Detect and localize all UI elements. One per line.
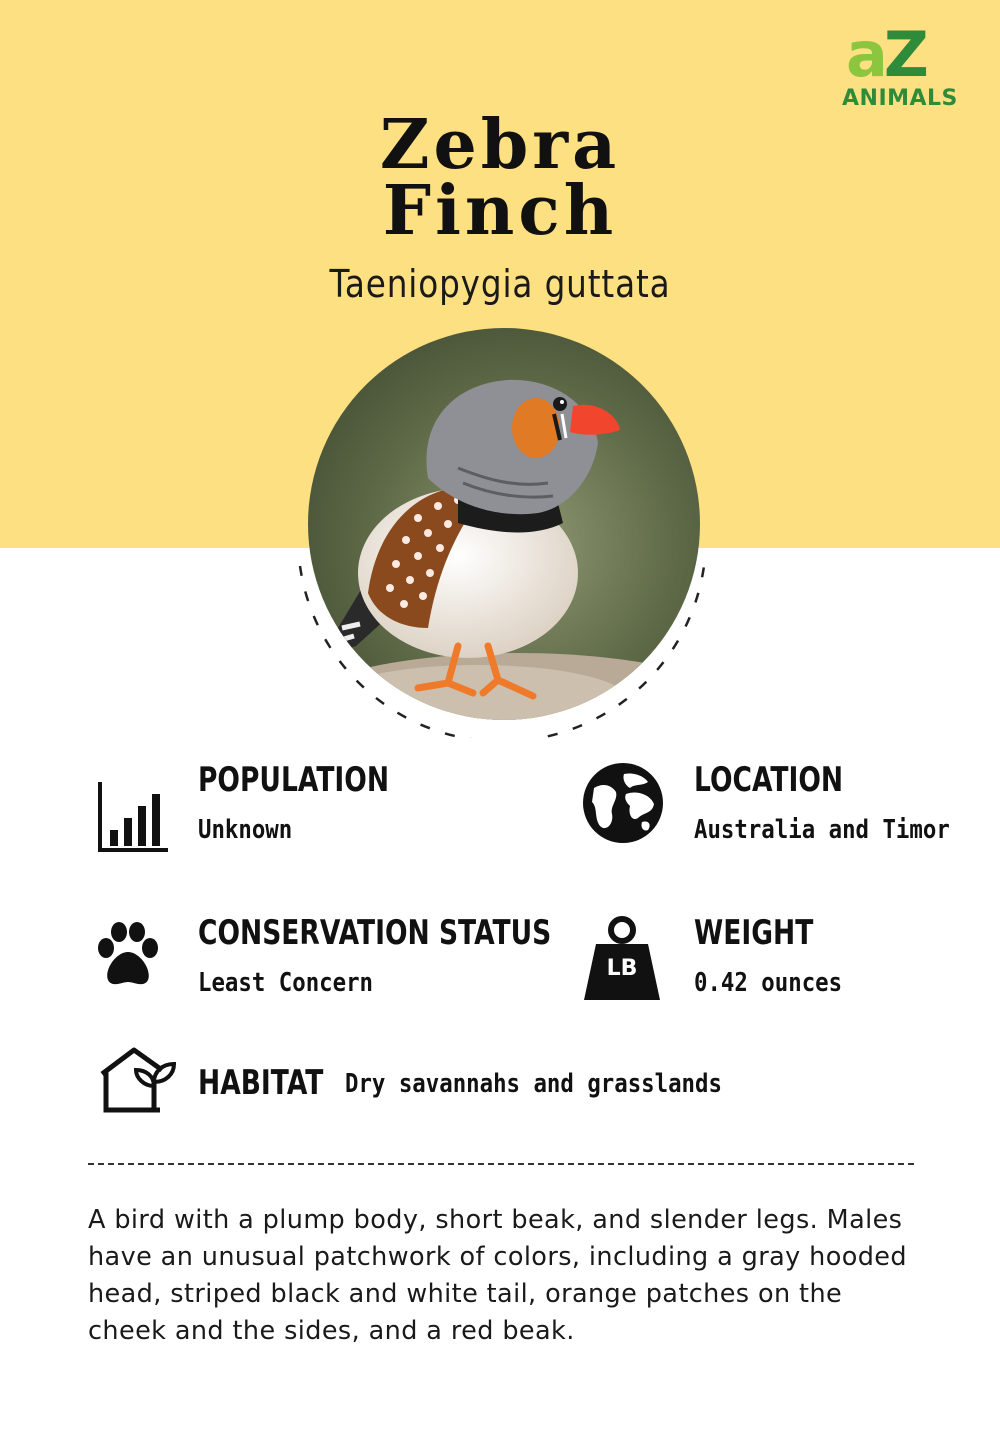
section-divider bbox=[88, 1163, 914, 1165]
photo-frame bbox=[296, 318, 708, 738]
weight-label: WEIGHT bbox=[694, 913, 814, 953]
description-text: A bird with a plump body, short beak, and slender legs. Males have an unusual patchwork of colors, including a gray hooded head, striped black and white tail, orange patches on the cheek and the sides, and a red beak. bbox=[88, 1205, 907, 1346]
title-line-2: Finch bbox=[382, 171, 618, 251]
population-label: POPULATION bbox=[198, 760, 390, 800]
globe-icon bbox=[582, 762, 664, 844]
weight-icon-text: LB bbox=[606, 956, 638, 981]
conservation-status-label: CONSERVATION STATUS bbox=[198, 913, 552, 953]
scientific-name: Taeniopygia guttata bbox=[329, 262, 671, 306]
zebra-finch-photo bbox=[308, 328, 700, 720]
location-value: Australia and Timor bbox=[694, 815, 950, 845]
conservation-status-value: Least Concern bbox=[198, 968, 374, 998]
page-title bbox=[0, 105, 1000, 251]
habitat-label: HABITAT bbox=[198, 1063, 324, 1103]
logo-letter-z: Z bbox=[883, 18, 925, 91]
house-plant-icon bbox=[98, 1046, 178, 1114]
weight-value: 0.42 ounces bbox=[694, 968, 843, 998]
habitat-value: Dry savannahs and grasslands bbox=[345, 1069, 722, 1099]
paw-icon bbox=[94, 920, 162, 988]
logo-letters bbox=[846, 18, 925, 91]
logo-text: ANIMALS bbox=[842, 86, 958, 111]
location-label: LOCATION bbox=[694, 760, 844, 800]
az-animals-logo[interactable] bbox=[842, 18, 972, 118]
logo-letter-a: a bbox=[846, 18, 884, 91]
title-line-1: Zebra bbox=[379, 105, 621, 185]
population-value: Unknown bbox=[198, 815, 293, 845]
bar-chart-icon bbox=[96, 780, 168, 852]
